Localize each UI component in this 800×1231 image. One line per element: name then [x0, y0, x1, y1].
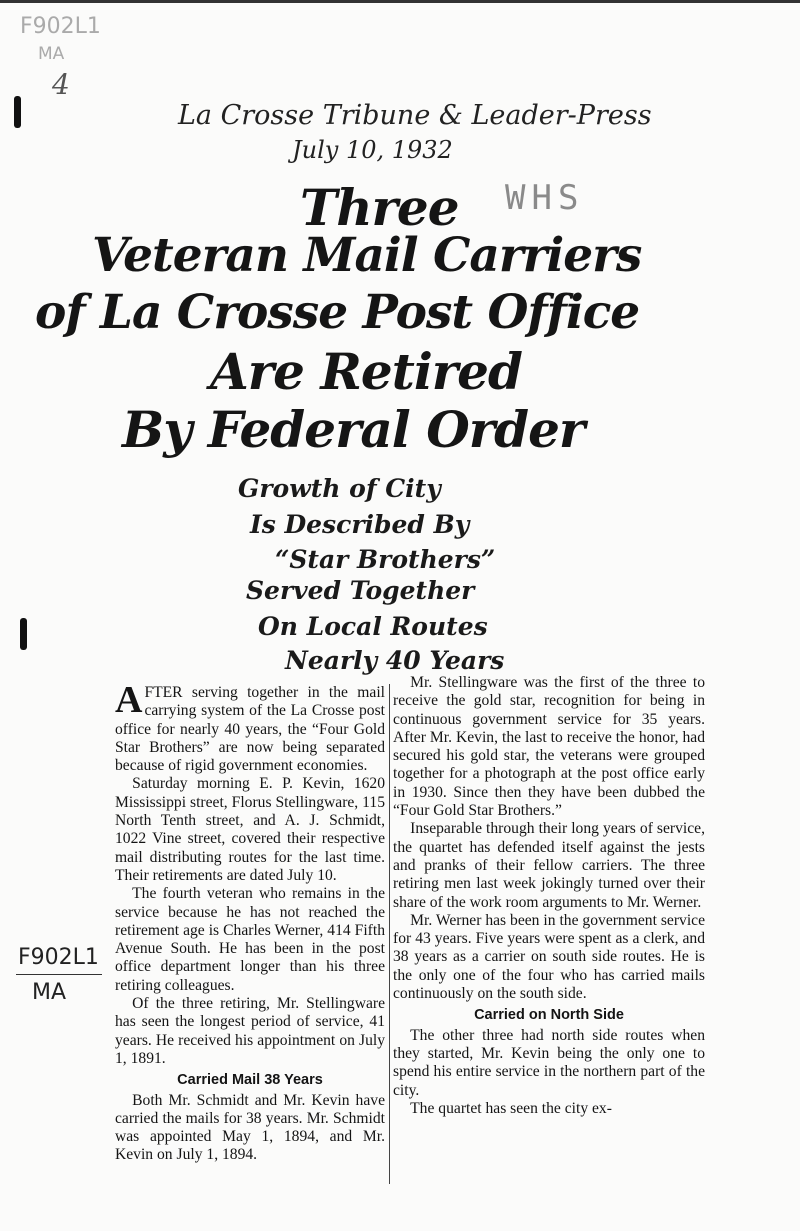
paragraph: The quartet has seen the city ex-	[410, 1099, 612, 1117]
paragraph: Both Mr. Schmidt and Mr. Kevin have carried the mails for 38 years. Mr. Schmidt was appointed May 1, 1894, and Mr. Kevin on July 1, 1894.	[115, 1091, 385, 1164]
subhead-4: Served Together	[246, 576, 475, 605]
margin-code: F902L1	[18, 945, 99, 970]
section-heading: Carried on North Side	[474, 1007, 624, 1024]
subhead-1: Growth of City	[238, 474, 441, 503]
punch-mark	[14, 96, 21, 128]
paragraph: Mr. Werner has been in the government service for 43 years. Five years were spent as a clerk, and 38 years as a carrier on south side routes. He is the only one of the four who has carried mails continuously on the south side.	[393, 911, 705, 1003]
date-annotation: July 10, 1932	[292, 136, 453, 164]
headline-line-4: Are Retired	[210, 342, 522, 401]
scan-edge	[0, 0, 800, 3]
subhead-2: Is Described By	[250, 510, 470, 539]
paragraph: FTER serving together in the mail carrying system of the La Crosse post office for nearly 40 years, the “Four Gold Star Brothers” are now being separated because of rigid government economies.	[115, 684, 385, 775]
page-number: 4	[52, 68, 70, 101]
pencil-code: F902L1	[20, 14, 101, 39]
margin-sub: MA	[32, 980, 67, 1005]
headline-line-1: Three	[300, 178, 459, 237]
paragraph: The other three had north side routes when they started, Mr. Kevin being the only one to spend his entire service in the northern part of the city.	[393, 1026, 705, 1099]
headline-line-2: Veteran Mail Carriers	[92, 228, 642, 283]
article-column-2	[393, 674, 705, 1118]
paragraph: The fourth veteran who remains in the service because he has not reached the retirement age is Charles Werner, 414 Fifth Avenue South. He has been in the post office department longer than his three retiring colleagues.	[115, 885, 385, 994]
margin-underline	[16, 974, 102, 975]
source-annotation: La Crosse Tribune & Leader-Press	[178, 100, 652, 131]
paragraph: Inseparable through their long years of service, the quartet has defended itself against the jests and pranks of their fellow carriers. The three retiring men last week jokingly turned over their share of the work room arguments to Mr. Werner.	[393, 820, 705, 911]
headline-line-3: of La Crosse Post Office	[35, 285, 640, 340]
paragraph: Of the three retiring, Mr. Stellingware has seen the longest period of service, 41 years. He received his appointment on July 1, 1891.	[115, 995, 385, 1067]
paragraph: Saturday morning E. P. Kevin, 1620 Mississippi street, Florus Stellingware, 115 North Tenth street, and A. J. Schmidt, 1022 Vine street, covered their respective mail distributing routes for the last time. Their retirements are dated July 10.	[115, 775, 385, 884]
subhead-6: Nearly 40 Years	[285, 646, 505, 675]
paragraph: Mr. Stellingware was the first of the three to receive the gold star, recognition for being in continuous government service for 35 years. After Mr. Kevin, the last to receive the honor, had secured his gold star, the veterans were grouped together for a photograph at the post office early in 1930. Since then they have been dubbed the “Four Gold Star Brothers.”	[393, 674, 705, 820]
subhead-5: On Local Routes	[258, 612, 488, 641]
section-heading: Carried Mail 38 Years	[177, 1072, 323, 1089]
column-rule	[389, 684, 390, 1184]
library-stamp: WHS	[505, 178, 585, 218]
article-column-1	[115, 679, 385, 1165]
headline-line-5: By Federal Order	[122, 400, 585, 459]
pencil-sub: MA	[38, 44, 65, 64]
subhead-3: “Star Brothers”	[275, 545, 496, 574]
punch-mark	[20, 618, 27, 650]
drop-cap: A	[115, 679, 143, 721]
